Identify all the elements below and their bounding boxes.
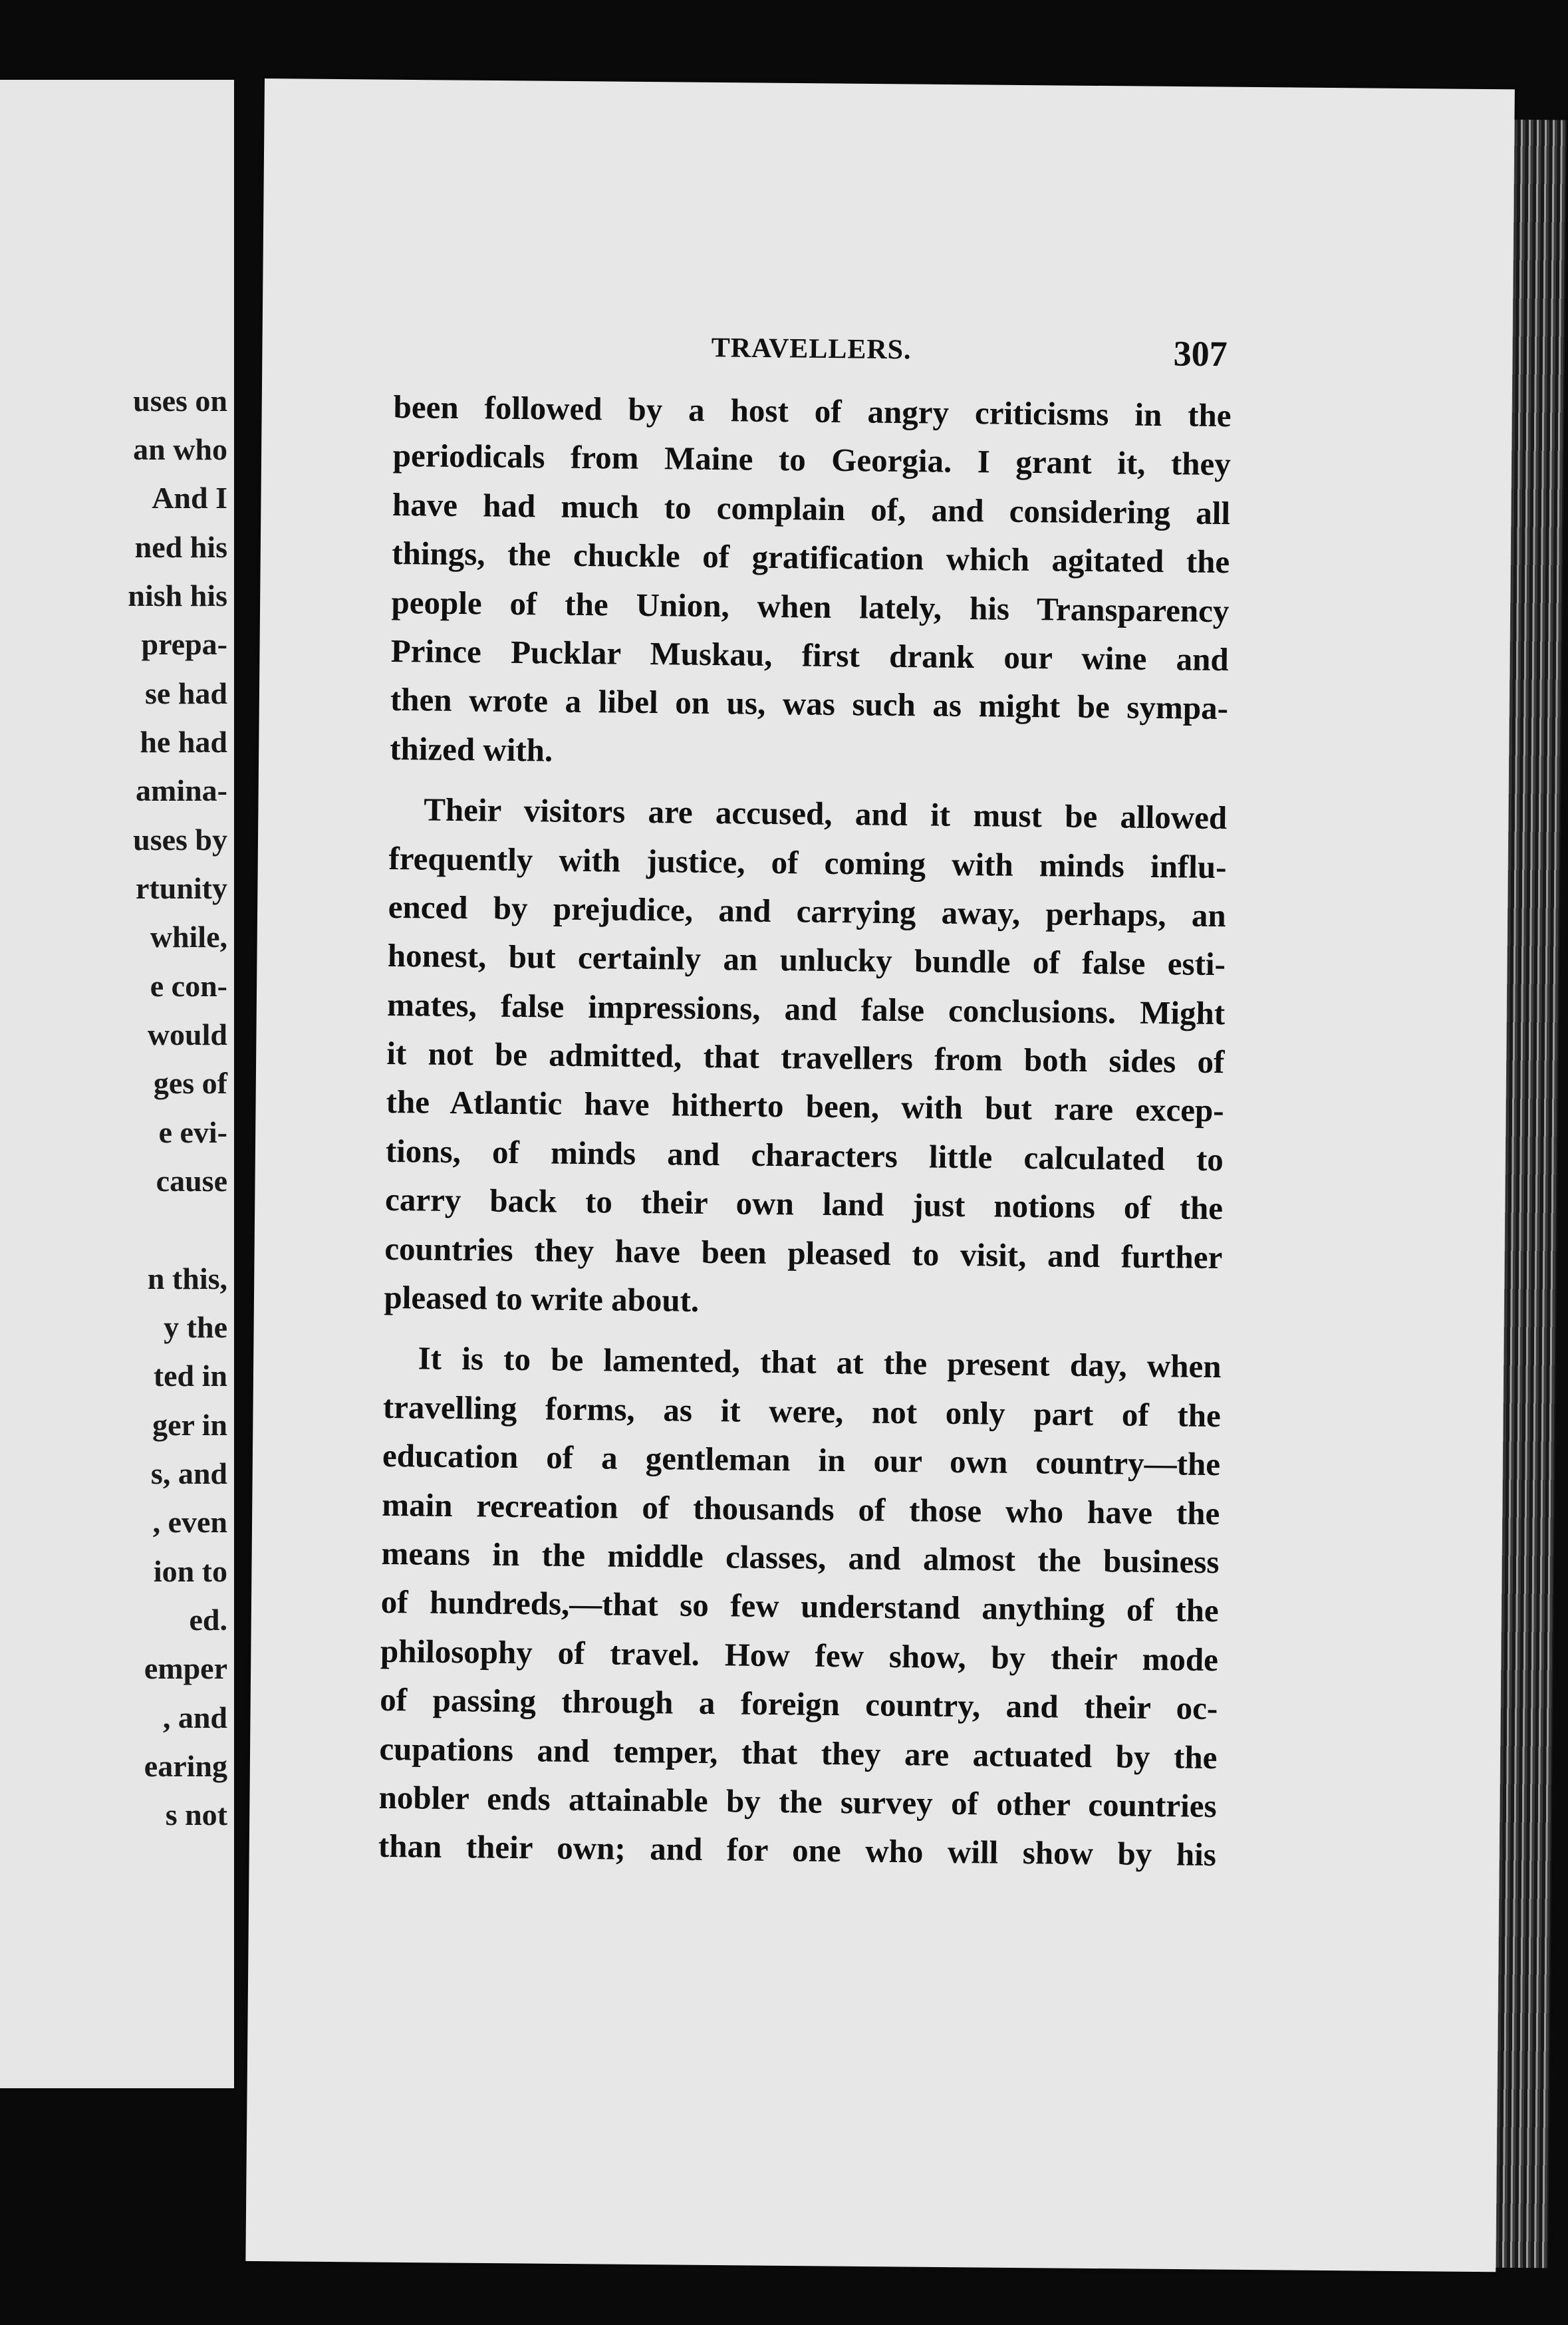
text-line: thized with. [389,730,553,769]
text-line: periodicals from Maine to Georgia. I grant it, they [392,437,1232,483]
facing-page-line: And I [152,481,227,515]
facing-page-line: earing [144,1749,227,1783]
facing-page-line: s, and [150,1456,227,1490]
text-line: Prince Pucklar Muskau, first drank our wine and [390,632,1229,678]
facing-page-line: ges of [153,1066,227,1100]
facing-page-line: se had [145,676,227,710]
facing-page-line: s not [165,1798,227,1832]
text-line: philosophy of travel. How few show, by their mode [380,1632,1219,1678]
paragraph [390,382,1232,781]
facing-page-line: uses by [133,823,227,857]
text-line: pleased to write about. [384,1278,700,1319]
facing-page-line: uses on [133,384,227,418]
facing-page-line: e evi- [158,1115,227,1149]
facing-page [0,80,234,2088]
text-line: have had much to complain of, and considering all [392,485,1231,531]
text-line: travelling forms, as it were, not only part of the [382,1388,1222,1434]
facing-page-line: ger in [152,1408,227,1442]
text-line: than their own; and for one who will show by his [378,1828,1217,1873]
facing-page-line: while, [150,920,227,954]
facing-page-line: would [147,1018,227,1051]
text-line: nobler ends attainable by the survey of other countries [378,1778,1217,1825]
facing-page-line: nish his [128,579,227,613]
facing-page-line: prepa- [141,627,227,661]
text-line: mates, false impressions, and false conclusions. Might [386,986,1226,1031]
paragraph [378,1333,1222,1879]
facing-page-line: ion to [153,1554,227,1588]
text-line: means in the middle classes, and almost the business [381,1534,1220,1581]
facing-page-line: , even [152,1505,227,1539]
facing-page-line: emper [144,1651,227,1685]
text-line: of passing through a foreign country, and their oc- [379,1681,1218,1727]
text-line: countries they have been pleased to visit, and further [384,1230,1223,1276]
text-line: it not be admitted, that travellers from both sides of [386,1035,1225,1081]
text-line: Their visitors are accused, and it must be allowed [423,791,1228,837]
text-line: main recreation of thousands of those who have the [382,1486,1220,1532]
facing-page-line: ted in [153,1359,227,1393]
text-line: been followed by a host of angry criticisms in the [393,388,1232,434]
paragraph [384,785,1227,1330]
facing-page-line: cause [156,1164,227,1198]
text-line: cupations and temper, that they are actuated by the [379,1730,1218,1776]
text-line: education of a gentleman in our own country—the [382,1437,1221,1483]
text-line: then wrote a libel on us, was such as might be sympa- [390,681,1229,727]
text-line: tions, of minds and characters little calculated to [385,1132,1224,1178]
facing-page-line: amina- [136,773,227,807]
facing-page-line: ed. [189,1603,227,1637]
facing-page-line: e con- [150,969,227,1003]
facing-page-line: , and [162,1701,227,1734]
header-title: TRAVELLERS. [711,333,912,366]
text-line: It is to be lamented, that at the present day, when [418,1339,1222,1385]
facing-page-line: y the [164,1310,227,1344]
text-line: of hundreds,—that so few understand anything of the [380,1583,1220,1629]
text-line: carry back to their own land just notions of the [384,1181,1224,1227]
facing-page-line: n this, [147,1262,227,1296]
facing-page-line: ned his [134,530,227,564]
facing-page-line: an who [133,432,227,466]
facing-page-line: he had [140,725,227,759]
text-line: frequently with justice, of coming with minds influ- [388,839,1227,885]
page-number: 307 [1173,333,1228,374]
body-text [378,382,1232,1879]
text-line: things, the chuckle of gratification which agitated the [392,535,1230,581]
text-line: the Atlantic have hitherto been, with but rare excep- [386,1083,1224,1129]
text-line: honest, but certainly an unlucky bundle of false esti- [387,937,1226,983]
facing-page-line: rtunity [136,871,227,905]
text-line: people of the Union, when lately, his Transparency [391,583,1230,629]
text-line: enced by prejudice, and carrying away, perhaps, an [388,888,1226,934]
